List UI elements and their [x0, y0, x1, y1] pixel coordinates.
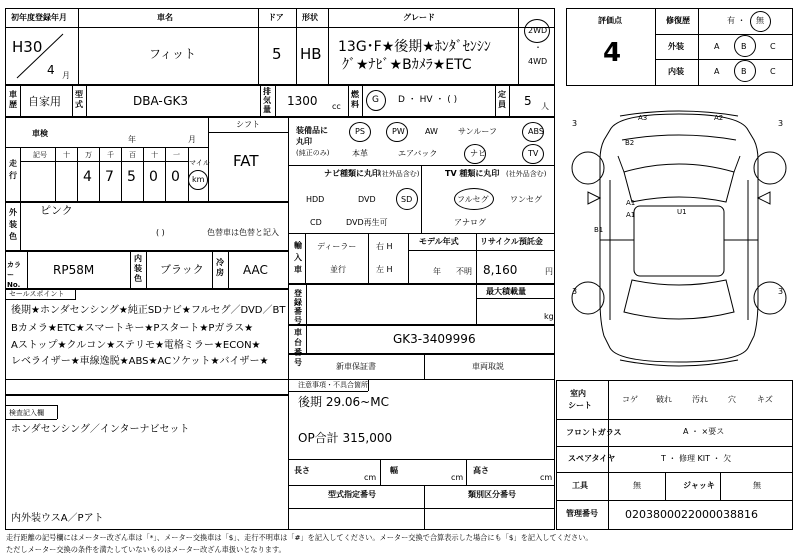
navi-hdd: HDD [306, 195, 325, 204]
mileage-digit: 4 [83, 169, 92, 185]
equipment-item: TV [528, 149, 539, 158]
displacement-label: 排気量 [263, 87, 271, 114]
diagram-u1: U1 [677, 208, 687, 216]
shape-value: HB [300, 45, 322, 63]
equipment-label-1: 装備品に [296, 126, 328, 135]
mileage-label: 走行 [9, 159, 17, 180]
equipment-item: ABS [528, 127, 544, 136]
diagram-num-4: 3 [778, 287, 784, 296]
car-damage-diagram [558, 100, 800, 380]
tools-label: 工具 [572, 481, 588, 490]
capacity-unit: 人 [541, 102, 549, 111]
repair-options: 有 ・ [727, 16, 746, 25]
mileage-digit-header: 十 [151, 151, 158, 159]
exterior-a: A [714, 42, 720, 51]
first-reg-month: 4 [47, 63, 55, 77]
recycle-unit: 円 [545, 267, 553, 276]
capacity-label: 定員 [498, 90, 506, 109]
shift-value: FAT [233, 152, 259, 170]
diagram-a2-right: A2 [714, 114, 724, 122]
tools-value: 無 [633, 481, 641, 490]
length-label: 長さ [294, 466, 310, 475]
import-lh: 左 H [376, 265, 393, 274]
cc-unit: cc [332, 102, 341, 111]
color-paren: ( ) [156, 228, 165, 237]
grade-value-line2: ｸﾞ★ﾅﾋﾞ★Bｶﾒﾗ★ETC [342, 57, 472, 73]
inspection-label: 車検 [32, 129, 48, 138]
sales-point-line-2: Bカメラ★ETC★スマートキー★Pスタート★Pガラス★ [11, 323, 254, 334]
inspector-label: 検査記入欄 [9, 409, 44, 417]
chassis-value: GK3-3409996 [393, 332, 476, 346]
width-unit: cm [451, 473, 464, 482]
model-year-label: モデル年式 [419, 237, 459, 246]
inspector-line-2: 内外装ウスA／Pアト [11, 513, 104, 524]
equipment-label-3: (純正のみ) [296, 149, 330, 157]
mileage-digit-header: 十 [63, 151, 70, 159]
navi-sd: SD [401, 195, 413, 204]
mileage-digit: 0 [171, 169, 180, 185]
model-year-unknown: 不明 [456, 267, 472, 276]
car-name-value: フィット [149, 47, 197, 61]
seat-option: 汚れ [692, 395, 708, 404]
exterior-b: B [741, 42, 747, 51]
color-no-label: カラーNo. [7, 261, 21, 289]
sales-points-label: セールスポイント [9, 290, 65, 298]
seat-option: 破れ [656, 395, 672, 404]
mileage-record-label: 記号 [33, 151, 47, 159]
tv-title: TV 種類に丸印 [445, 169, 500, 178]
mgmt-label: 管理番号 [566, 509, 598, 518]
score-label: 評価点 [598, 16, 622, 25]
drive-dash: ・ [534, 43, 542, 52]
navi-cd: CD [310, 218, 322, 227]
fuel-selected: G [372, 95, 379, 105]
max-load-label: 最大積載量 [486, 287, 526, 296]
color-no-value: RP58M [53, 263, 95, 277]
category-label: 類別区分番号 [468, 490, 516, 499]
color-value: ピンク [40, 204, 73, 217]
car-name-label: 車名 [157, 13, 173, 22]
tv-oneseg: ワンセグ [510, 195, 542, 204]
diagram-b2: B2 [625, 139, 635, 147]
equipment-item: サンルーフ [458, 127, 497, 136]
chassis-label: 車台番号 [294, 328, 302, 367]
navi-title: ナビ種類に丸印 [324, 169, 380, 178]
doors-label: ドア [268, 13, 284, 22]
sales-point-line-3: Aストップ★クルコン★ステリモ★電格ミラー★ECON★ [11, 340, 261, 351]
notes-label: 注意事項・不具合箇所 [298, 381, 368, 389]
glass-label: フロントガラス [566, 428, 622, 437]
registration-label: 登録番号 [294, 289, 302, 325]
equipment-item: PS [355, 127, 365, 136]
tv-fullseg: フルセグ [457, 195, 489, 204]
mgmt-value: 0203800022000038816 [625, 508, 758, 521]
jack-label: ジャッキ [683, 481, 715, 490]
sales-point-line-1: 後期★ホンダセンシング★純正SDナビ★フルセグ／DVD／BT [11, 305, 286, 316]
mileage-unit-km: km [192, 175, 205, 184]
interior-a: A [714, 67, 720, 76]
mileage-digit-header: 一 [173, 151, 180, 159]
diagram-a1-bottom: A1 [626, 211, 636, 219]
interior-c: C [770, 67, 776, 76]
shape-label: 形状 [302, 13, 318, 22]
navi-note: (社外品含む) [379, 170, 420, 178]
repair-label: 修復歴 [666, 16, 690, 25]
inspector-line-1: ホンダセンシング／インターナビセット [11, 424, 190, 435]
glass-value: A ・ ×要ス [683, 427, 725, 436]
notes-line-1: 後期 29.06~MC [298, 395, 389, 409]
equipment-item: ナビ [470, 149, 486, 158]
diagram-num-3: 3 [572, 287, 578, 296]
interior-b: B [741, 67, 747, 76]
height-unit: cm [540, 473, 553, 482]
sales-point-line-4: レベライザー★車線逸脱★ABS★ACソケット★バイザー★ [11, 356, 269, 367]
shift-label: シフト [236, 120, 260, 129]
mileage-digit-header: 百 [129, 151, 136, 159]
ac-value: AAC [243, 263, 268, 277]
equipment-item: AW [425, 127, 438, 136]
spare-label: スペアタイヤ [568, 454, 616, 463]
first-reg-label: 初年度登録年月 [11, 13, 67, 22]
seat-option: キズ [757, 395, 773, 404]
doors-value: 5 [272, 45, 282, 63]
fuel-label: 燃料 [351, 90, 359, 109]
manual-label: 車両取説 [472, 362, 504, 371]
recycle-label: リサイクル預託金 [480, 237, 543, 246]
usage-label: 車歴 [9, 90, 17, 109]
model-year-unit: 年 [433, 267, 441, 276]
capacity-value: 5 [524, 94, 532, 108]
exterior-label: 外装 [668, 42, 684, 51]
mileage-digit-header: 千 [107, 151, 114, 159]
diagram-num-1: 3 [572, 119, 578, 128]
warranty-label: 新車保証書 [336, 362, 376, 371]
seat-label-2: シート [568, 401, 592, 410]
designation-label: 型式指定番号 [328, 490, 376, 499]
seat-option: コゲ [622, 395, 638, 404]
grade-label: グレード [403, 13, 435, 22]
mileage-unit-mile: マイル [189, 159, 210, 167]
displacement-value: 1300 [287, 94, 318, 108]
score-value: 4 [603, 38, 622, 68]
mileage-digit: 0 [149, 169, 158, 185]
ac-label: 冷房 [216, 258, 224, 277]
height-label: 高さ [473, 466, 489, 475]
diagram-a3-left: A3 [638, 114, 648, 122]
color-label: 外装色 [9, 208, 17, 241]
seat-label-1: 室内 [570, 389, 586, 398]
interior-color-label: 内装色 [134, 254, 142, 283]
fuel-others: D ・ HV ・ ( ) [398, 95, 458, 105]
equipment-item: エアバック [398, 149, 438, 158]
tv-note: (社外品含む) [506, 170, 547, 178]
repair-selected: 無 [756, 16, 764, 25]
mileage-digit: 7 [105, 169, 114, 185]
equipment-item: PW [392, 127, 405, 136]
recycle-value: 8,160 [483, 263, 518, 277]
import-rh: 右 H [376, 242, 393, 251]
footer-note-1: 走行距離の記号欄にはメーター改ざん車は「*」、メーター交換車は「$」、走行不明車は「#」を記入してください。メーター交換で合算表示した場合にも「$」を記入してください。 [6, 533, 593, 542]
navi-dvd: DVD [358, 195, 376, 204]
drive-4wd: 4WD [528, 57, 548, 66]
length-unit: cm [364, 473, 377, 482]
interior-label: 内装 [668, 67, 684, 76]
diagram-a1-top: A1 [626, 199, 636, 207]
width-label: 幅 [390, 466, 398, 475]
spare-value: T ・ 修理 KIT ・ 欠 [661, 454, 732, 463]
navi-dvd-play: DVD再生可 [346, 218, 388, 227]
first-reg-month-unit: 月 [62, 71, 70, 80]
import-parallel: 並行 [330, 265, 346, 274]
interior-color-value: ブラック [160, 263, 204, 276]
jack-value: 無 [753, 481, 761, 490]
import-dealer: ディーラー [317, 242, 357, 251]
mileage-digit: 5 [127, 169, 136, 185]
mileage-digit-header: 万 [85, 151, 92, 159]
tv-analog: アナログ [454, 218, 486, 227]
equipment-item: 本革 [352, 149, 368, 158]
inspection-year-unit: 年 [128, 135, 136, 144]
first-reg-era: H30 [12, 38, 43, 56]
seat-option: 穴 [728, 395, 736, 404]
model-label: 型式 [75, 90, 83, 109]
usage-value: 自家用 [28, 95, 61, 108]
equipment-label-2: 丸印 [296, 137, 312, 146]
diagram-b1: B1 [594, 226, 604, 234]
model-value: DBA-GK3 [133, 94, 188, 108]
inspection-month-unit: 月 [188, 135, 196, 144]
exterior-c: C [770, 42, 776, 51]
footer-note-2: ただしメーター交換の条件を満たしていないものはメーター改ざん車扱いとなります。 [6, 545, 286, 554]
diagram-num-2: 3 [778, 119, 784, 128]
notes-line-2: OP合計 315,000 [298, 431, 393, 445]
max-load-unit: kg [544, 312, 554, 321]
grade-value-line1: 13G･F★後期★ﾎﾝﾀﾞｾﾝｼﾝ [338, 39, 491, 55]
drive-2wd: 2WD [528, 26, 548, 35]
color-note: 色替車は色替と記入 [207, 228, 279, 237]
import-label: 輸入車 [294, 241, 302, 274]
